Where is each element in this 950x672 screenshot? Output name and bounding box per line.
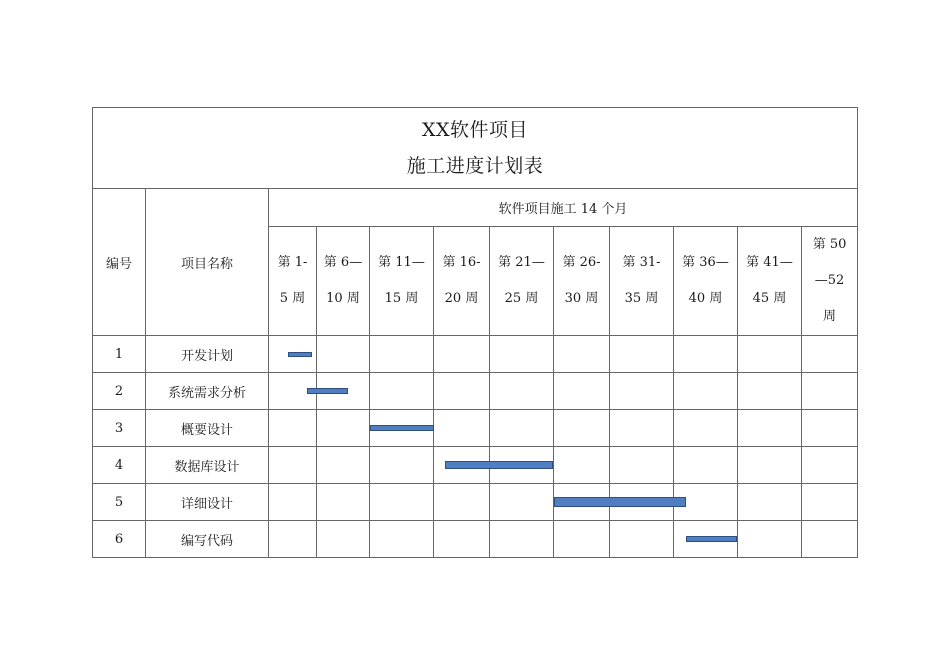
timeline-cell: [490, 410, 554, 447]
task-name: 编写代码: [146, 521, 269, 558]
timeline-cell: [610, 336, 674, 373]
timeline-cell: [802, 447, 858, 484]
period-header-line: 第 21—: [498, 255, 545, 270]
task-id: 6: [93, 521, 146, 558]
period-header-line: 周: [823, 309, 837, 324]
period-header-line: 第 16-: [442, 255, 481, 270]
period-header: [738, 227, 802, 336]
timeline-cell: [674, 447, 738, 484]
table-row: [93, 373, 858, 410]
schedule-sheet: [92, 107, 858, 559]
period-header-line: 第 31-: [622, 255, 661, 270]
timeline-cell: [317, 484, 370, 521]
period-header-line: 第 6—: [323, 255, 363, 270]
timeline-cell: [802, 336, 858, 373]
timeline-cell: [610, 410, 674, 447]
timeline-cell: [490, 373, 554, 410]
task-id: 2: [93, 373, 146, 410]
period-header: [554, 227, 610, 336]
timeline-cell: [674, 336, 738, 373]
title-cell: [93, 108, 858, 189]
period-header: [434, 227, 490, 336]
timeline-cell: [317, 447, 370, 484]
task-name: 概要设计: [146, 410, 269, 447]
period-header: [269, 227, 317, 336]
timeline-cell: [610, 447, 674, 484]
timeline-cell: [554, 447, 610, 484]
period-header-line: 20 周: [444, 291, 479, 306]
timeline-cell: [434, 484, 490, 521]
period-header-line: 10 周: [326, 291, 360, 306]
task-name: 详细设计: [146, 484, 269, 521]
task-name: 开发计划: [146, 336, 269, 373]
task-id: 1: [93, 336, 146, 373]
period-header: [317, 227, 370, 336]
table-row: [93, 521, 858, 558]
table-row: [93, 447, 858, 484]
period-header-line: 45 周: [752, 291, 787, 306]
table-row: [93, 336, 858, 373]
timeline-cell: [490, 336, 554, 373]
period-header-line: 第 50: [812, 237, 847, 252]
timeline-cell: [269, 484, 317, 521]
timeline-cell: [802, 484, 858, 521]
task-id: 5: [93, 484, 146, 521]
timeline-cell: [738, 410, 802, 447]
timeline-cell: [269, 521, 317, 558]
timeline-cell: [317, 521, 370, 558]
timeline-cell: [434, 447, 490, 484]
title-line-2: 施工进度计划表: [406, 155, 544, 177]
period-header-line: 40 周: [688, 291, 723, 306]
timeline-cell: [370, 336, 434, 373]
period-header-line: —52: [814, 273, 845, 288]
timeline-cell: [802, 373, 858, 410]
period-header-line: 第 26-: [562, 255, 601, 270]
timeline-cell: [554, 410, 610, 447]
timeline-cell: [490, 521, 554, 558]
period-header-line: 第 36—: [682, 255, 729, 270]
timeline-cell: [317, 373, 370, 410]
period-header-line: 30 周: [564, 291, 599, 306]
period-header: [802, 227, 858, 336]
timeline-cell: [738, 447, 802, 484]
timeline-cell: [370, 373, 434, 410]
table-row: [93, 410, 858, 447]
timeline-cell: [738, 521, 802, 558]
schedule-table: [92, 107, 858, 558]
task-id: 3: [93, 410, 146, 447]
timeline-cell: [317, 336, 370, 373]
timeline-cell: [434, 410, 490, 447]
timeline-cell: [738, 484, 802, 521]
timeline-cell: [370, 521, 434, 558]
timeline-cell: [674, 410, 738, 447]
timeline-cell: [554, 521, 610, 558]
period-header-line: 5 周: [279, 291, 306, 306]
table-row: [93, 484, 858, 521]
duration-header: 软件项目施工 14 个月: [269, 189, 858, 227]
timeline-cell: [370, 447, 434, 484]
timeline-cell: [490, 484, 554, 521]
timeline-cell: [674, 373, 738, 410]
timeline-cell: [738, 336, 802, 373]
period-header: [610, 227, 674, 336]
timeline-cell: [610, 373, 674, 410]
period-header-line: 第 11—: [378, 255, 425, 270]
timeline-cell: [269, 410, 317, 447]
period-header-line: 25 周: [504, 291, 539, 306]
period-header-line: 第 1-: [277, 255, 308, 270]
period-header-line: 15 周: [384, 291, 419, 306]
timeline-cell: [554, 336, 610, 373]
name-column-header: 项目名称: [146, 189, 269, 336]
timeline-cell: [554, 484, 610, 521]
timeline-cell: [490, 447, 554, 484]
timeline-cell: [610, 521, 674, 558]
timeline-cell: [317, 410, 370, 447]
timeline-cell: [370, 410, 434, 447]
id-column-header: 编号: [93, 189, 146, 336]
period-header-line: 35 周: [624, 291, 659, 306]
task-name: 数据库设计: [146, 447, 269, 484]
timeline-cell: [269, 447, 317, 484]
timeline-cell: [434, 521, 490, 558]
title-line-1: XX软件项目: [422, 119, 529, 141]
period-header: [490, 227, 554, 336]
timeline-cell: [802, 521, 858, 558]
timeline-cell: [610, 484, 674, 521]
timeline-cell: [269, 336, 317, 373]
timeline-cell: [269, 373, 317, 410]
task-rows: [93, 336, 858, 558]
timeline-cell: [370, 484, 434, 521]
timeline-cell: [554, 373, 610, 410]
period-header-line: 第 41—: [746, 255, 793, 270]
task-name: 系统需求分析: [146, 373, 269, 410]
timeline-cell: [802, 410, 858, 447]
timeline-cell: [674, 484, 738, 521]
timeline-cell: [434, 336, 490, 373]
timeline-cell: [674, 521, 738, 558]
task-id: 4: [93, 447, 146, 484]
period-header: [674, 227, 738, 336]
period-header: [370, 227, 434, 336]
timeline-cell: [738, 373, 802, 410]
timeline-cell: [434, 373, 490, 410]
